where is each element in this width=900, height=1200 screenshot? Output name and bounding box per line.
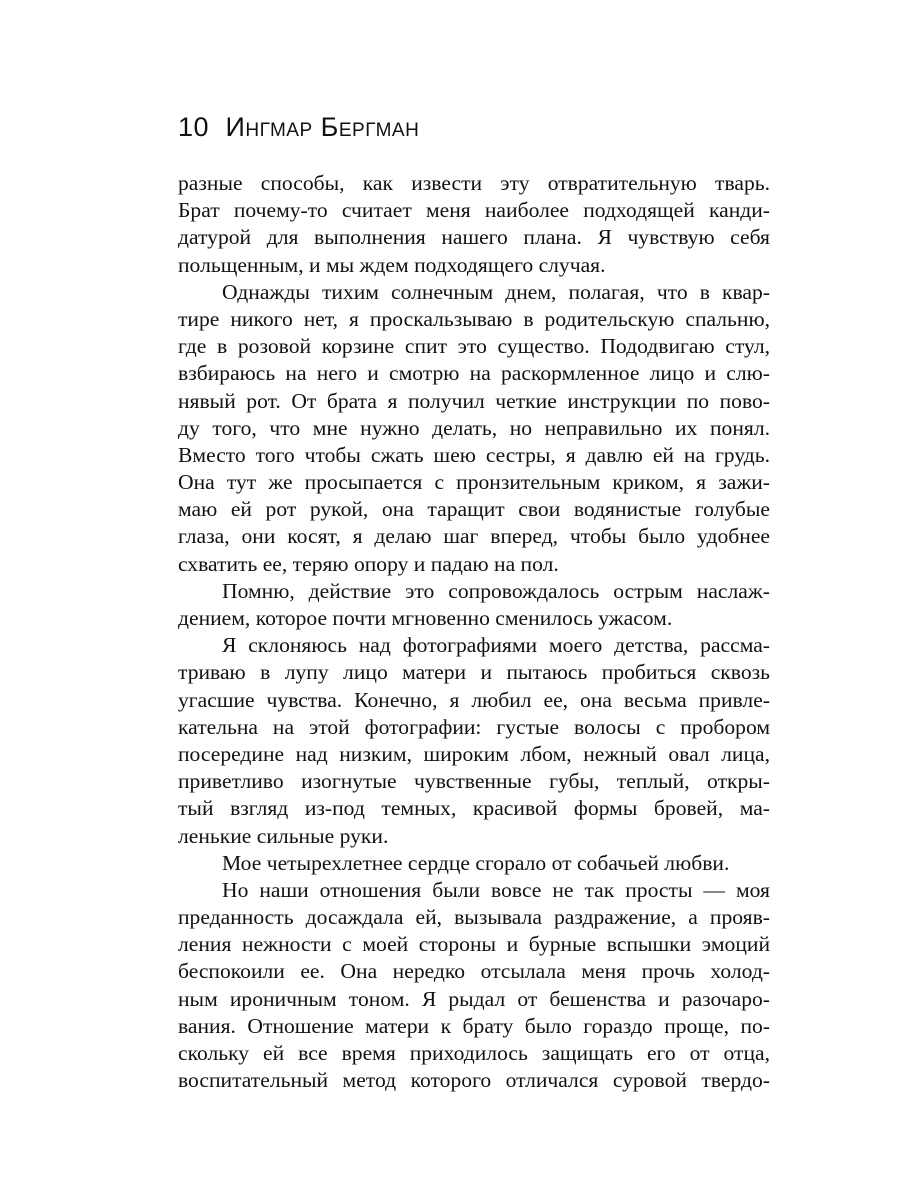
text-line: угасшие чувства. Конечно, я любил ее, она весьма привле- (178, 687, 770, 712)
text-line: Вместо того чтобы сжать шею сестры, я давлю ей на грудь. (178, 442, 770, 467)
paragraph (178, 850, 770, 877)
text-line: ленькие сильные руки. (178, 823, 389, 848)
text-line: Я склоняюсь над фотографиями моего детства, рассма- (222, 633, 770, 658)
paragraph (178, 578, 770, 632)
text-line: триваю в лупу лицо матери и пытаюсь пробиться сквозь (178, 660, 770, 685)
text-line: ления нежности с моей стороны и бурные вспышки эмоций (178, 932, 770, 957)
text-line: тире никого нет, я проскальзываю в родительскую спальню, (178, 306, 770, 331)
page-number: 10 (178, 112, 210, 142)
text-line: взбираюсь на него и смотрю на раскормленное лицо и слю- (178, 361, 770, 386)
text-line: тый взгляд из-под темных, красивой формы бровей, ма- (178, 796, 770, 821)
text-line: разные способы, как извести эту отвратительную тварь. (178, 171, 770, 195)
text-line: Брат почему-то считает меня наиболее подходящей канди- (178, 198, 770, 223)
text-line: ным ироничным тоном. Я рыдал от бешенства и разочаро- (178, 986, 770, 1011)
paragraph (178, 632, 770, 850)
text-line: Она тут же просыпается с пронзительным криком, я зажи- (178, 470, 770, 495)
text-line: глаза, они косят, я делаю шаг вперед, чтобы было удобнее (178, 524, 770, 549)
text-line: приветливо изогнутые чувственные губы, теплый, откры- (178, 769, 770, 794)
text-line: беспокоили ее. Она нередко отсылала меня прочь холод- (178, 959, 770, 984)
body-text (178, 170, 770, 1094)
text-line: преданность досаждала ей, вызывала раздражение, а прояв- (178, 905, 770, 930)
text-line: где в розовой корзине спит это существо. Пододвигаю стул, (178, 334, 770, 359)
text-line: Однажды тихим солнечным днем, полагая, что в квар- (222, 279, 770, 304)
paragraph (178, 279, 770, 578)
text-line: польщенным, и мы ждем подходящего случая. (178, 252, 606, 277)
text-line: Помню, действие это сопровождалось острым наслаж- (222, 578, 770, 603)
running-head-author: Ингмар Бергман (225, 112, 420, 142)
text-line: Мое четырехлетнее сердце сгорало от собачьей любви. (222, 850, 730, 875)
paragraph (178, 170, 770, 279)
text-line: воспитательный метод которого отличался суровой твердо- (178, 1068, 770, 1093)
text-line: Но наши отношения были вовсе не так просты — моя (222, 877, 770, 902)
text-line: скольку ей все время приходилось защищать его от отца, (178, 1041, 770, 1065)
paragraph (178, 877, 770, 1095)
text-line: маю ей рот рукой, она таращит свои водянистые голубые (178, 497, 770, 522)
text-line: кательна на этой фотографии: густые волосы с пробором (178, 714, 770, 739)
text-line: схватить ее, теряю опору и падаю на пол. (178, 551, 559, 576)
text-line: посередине над низким, широким лбом, нежный овал лица, (178, 741, 770, 766)
text-line: дением, которое почти мгновенно сменилось ужасом. (178, 606, 673, 630)
text-line: нявый рот. От брата я получил четкие инструкции по пово- (178, 388, 770, 413)
text-line: вания. Отношение матери к брату было гораздо проще, по- (178, 1013, 770, 1038)
text-line: ду того, что мне нужно делать, но неправильно их понял. (178, 415, 770, 440)
text-line: датурой для выполнения нашего плана. Я чувствую себя (178, 225, 770, 250)
running-head (178, 112, 778, 152)
